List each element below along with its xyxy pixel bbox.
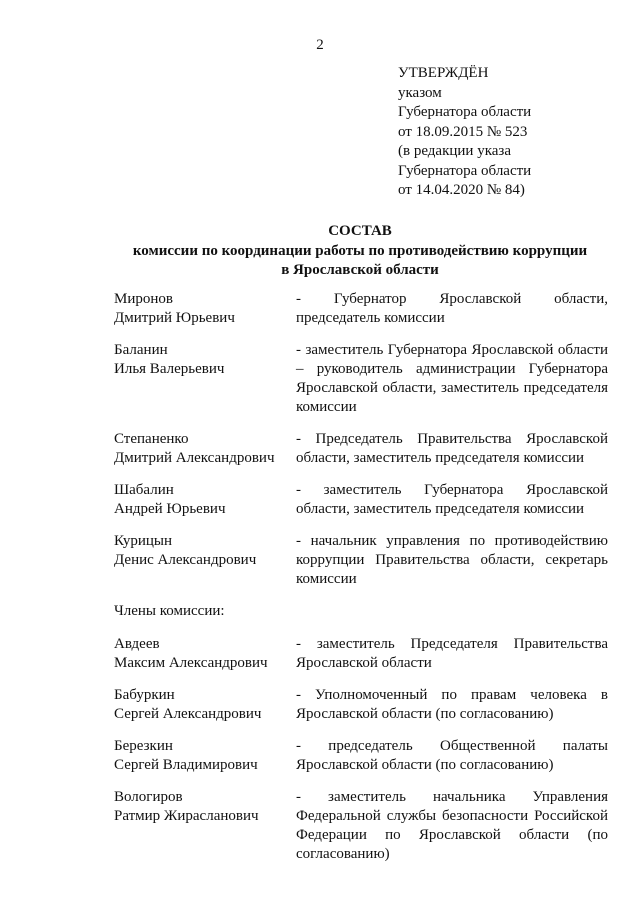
approval-line: от 18.09.2015 № 523 — [398, 123, 528, 140]
approval-line: УТВЕРЖДЁН — [398, 65, 489, 81]
member-surname: Миронов — [114, 291, 173, 307]
approval-stamp — [398, 64, 531, 201]
member-given-name: Сергей Владимирович — [114, 757, 258, 773]
title-heading: СОСТАВ — [328, 223, 392, 239]
member-given-name: Сергей Александрович — [114, 706, 262, 722]
page-number: 2 — [316, 37, 324, 53]
approval-line: от 14.04.2020 № 84) — [398, 182, 525, 198]
title-line: комиссии по координации работы по противодействию коррупции — [132, 242, 588, 259]
member-role: - заместитель Губернатора Ярославской области, заместитель председателя комиссии — [296, 482, 608, 517]
member-entry — [114, 341, 608, 417]
member-role: - Губернатор Ярославской области, председатель комиссии — [296, 291, 608, 326]
member-name — [114, 430, 296, 468]
member-name — [114, 737, 296, 775]
member-entry — [114, 788, 608, 864]
members-section-label: Члены комиссии: — [114, 603, 225, 619]
member-role: - председатель Общественной палаты Ярославской области (по согласованию) — [296, 738, 608, 773]
member-entry — [114, 686, 608, 724]
member-given-name: Ратмир Жирасланович — [114, 808, 259, 824]
member-given-name: Илья Валерьевич — [114, 361, 225, 377]
member-surname: Бабуркин — [114, 687, 175, 703]
member-role: - начальник управления по противодействию коррупции Правительства области, секретарь комиссии — [296, 533, 608, 587]
member-role: - Председатель Правительства Ярославской области, заместитель председателя комиссии — [296, 431, 608, 466]
title-line: в Ярославской области — [281, 262, 439, 278]
member-name — [114, 481, 296, 519]
member-surname: Баланин — [114, 342, 168, 358]
member-given-name: Дмитрий Александрович — [114, 450, 275, 466]
approval-line: Губернатора области — [398, 162, 532, 179]
member-name — [114, 290, 296, 328]
members-list — [114, 290, 608, 877]
member-name — [114, 686, 296, 724]
member-surname: Березкин — [114, 738, 173, 754]
member-entry — [114, 635, 608, 673]
approval-line: Губернатора области — [398, 104, 532, 120]
member-entry — [114, 737, 608, 775]
document-title — [0, 222, 640, 281]
member-name — [114, 532, 296, 589]
member-role: - Уполномоченный по правам человека в Ярославской области (по согласованию) — [296, 687, 608, 722]
member-name — [114, 341, 296, 417]
member-name — [114, 635, 296, 673]
member-given-name: Андрей Юрьевич — [114, 501, 226, 517]
member-given-name: Дмитрий Юрьевич — [114, 310, 235, 326]
approval-line: (в редакции указа — [398, 143, 511, 159]
member-surname: Шабалин — [114, 482, 174, 498]
member-given-name: Денис Александрович — [114, 552, 257, 568]
member-role: - заместитель начальника Управления Федеральной службы безопасности Российской Федерации по Ярославской области (по согласованию) — [296, 789, 608, 862]
member-role: - заместитель Председателя Правительства Ярославской области — [296, 636, 608, 671]
member-surname: Курицын — [114, 533, 173, 549]
member-entry — [114, 481, 608, 519]
member-surname: Вологиров — [114, 789, 183, 805]
member-entry — [114, 290, 608, 328]
member-name — [114, 788, 296, 864]
approval-line: указом — [398, 84, 442, 101]
member-entry — [114, 532, 608, 589]
member-entry — [114, 430, 608, 468]
member-surname: Авдеев — [114, 636, 160, 652]
member-given-name: Максим Александрович — [114, 655, 268, 671]
member-surname: Степаненко — [114, 431, 189, 447]
member-role: - заместитель Губернатора Ярославской области – руководитель администрации Губернатора Ярославской области, заместитель председателя комиссии — [296, 342, 608, 415]
